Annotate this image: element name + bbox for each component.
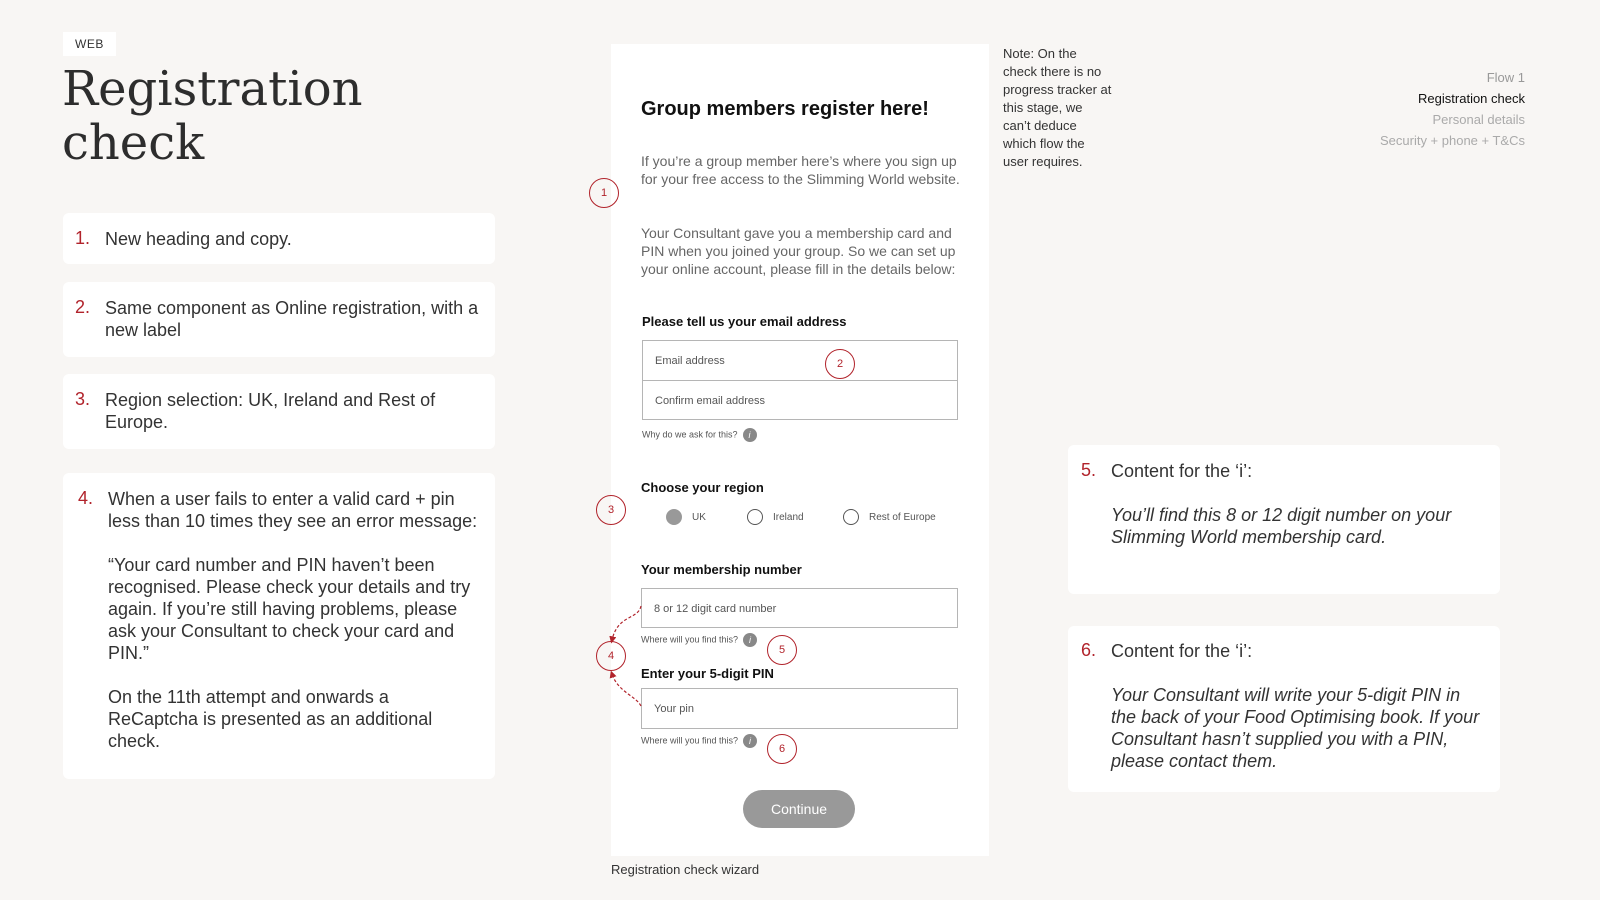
note-number: 6.: [1081, 640, 1097, 660]
pin-label: Enter your 5-digit PIN: [641, 666, 774, 681]
note-number: 5.: [1081, 460, 1097, 480]
radio-button[interactable]: [747, 509, 763, 525]
note-text: Region selection: UK, Ireland and Rest of Europe.: [105, 390, 436, 432]
note-card-5: [1068, 445, 1500, 594]
note-card-6: [1068, 626, 1500, 792]
note-text: Content for the ‘i’:: [1111, 461, 1253, 481]
note-text: New heading and copy.: [105, 229, 292, 249]
annotation-arrows: [600, 600, 650, 710]
region-option-label: Ireland: [773, 511, 804, 523]
note-number: 4.: [78, 488, 94, 508]
flow-step: Security + phone + T&Cs: [1379, 133, 1525, 148]
note-number: 1.: [75, 228, 91, 248]
annotation-marker-3: 3: [596, 495, 626, 525]
region-option-rest-of-europe[interactable]: [843, 509, 936, 525]
note-card-1: [63, 213, 495, 264]
info-icon[interactable]: i: [743, 633, 757, 647]
membership-label: Your membership number: [641, 562, 802, 577]
flow-title: Flow 1: [1486, 70, 1525, 85]
info-content-quote: Your Consultant will write your 5-digit PIN in the back of your Food Optimising book. If your Consultant hasn’t supplied you with a PIN, please contact them.: [1111, 685, 1480, 771]
annotation-marker-4: 4: [596, 641, 626, 671]
note-number: 2.: [75, 297, 91, 317]
flow-step-active: Registration check: [1418, 91, 1525, 106]
membership-number-input[interactable]: 8 or 12 digit card number: [641, 588, 958, 628]
annotation-marker-1: 1: [589, 178, 619, 208]
pin-helper-text: Where will you find this?: [641, 735, 739, 746]
email-label: Please tell us your email address: [642, 314, 847, 329]
membership-helper: [641, 633, 757, 647]
flow-step: Personal details: [1432, 112, 1525, 127]
pin-helper: [641, 734, 757, 748]
side-note: Note: On the check there is no progress tracker at this stage, we can’t deduce which flow the user requires.: [1003, 46, 1112, 169]
email-input[interactable]: Email address: [642, 340, 958, 381]
registration-form-panel: [611, 44, 989, 856]
radio-button-selected[interactable]: [666, 509, 682, 525]
form-heading: Group members register here!: [641, 98, 929, 120]
note-text: When a user fails to enter a valid card + pin less than 10 times they see an error message:: [108, 489, 478, 531]
membership-helper-text: Where will you find this?: [641, 634, 739, 645]
info-content-quote: You’ll find this 8 or 12 digit number on your Slimming World membership card.: [1111, 505, 1452, 547]
error-message-quote: “Your card number and PIN haven’t been recognised. Please check your details and try again. If you’re still having problems, please ask your Consultant to check your card and PIN.”: [108, 555, 471, 663]
info-icon[interactable]: i: [743, 428, 757, 442]
email-helper: [642, 428, 757, 442]
intro-copy-2: Your Consultant gave you a membership card and PIN when you joined your group. So we can set up your online account, please fill in the details below:: [641, 225, 956, 277]
intro-copy-1: If you’re a group member here’s where you sign up for your free access to the Slimming World website.: [641, 153, 960, 187]
region-label: Choose your region: [641, 480, 764, 495]
note-card-2: [63, 282, 495, 357]
note-card-4: [63, 473, 495, 779]
confirm-email-input[interactable]: Confirm email address: [642, 380, 958, 420]
platform-tag: WEB: [63, 32, 116, 56]
radio-button[interactable]: [843, 509, 859, 525]
page-title: Registration check: [62, 61, 363, 171]
region-option-uk[interactable]: [666, 509, 706, 525]
email-helper-text: Why do we ask for this?: [642, 429, 738, 440]
region-option-label: Rest of Europe: [869, 511, 936, 523]
annotation-marker-5: 5: [767, 635, 797, 665]
annotation-marker-6: 6: [767, 734, 797, 764]
continue-button[interactable]: Continue: [743, 790, 855, 828]
recaptcha-note: On the 11th attempt and onwards a ReCaptcha is presented as an additional check.: [108, 687, 433, 751]
pin-input[interactable]: Your pin: [641, 688, 958, 729]
wizard-caption: Registration check wizard: [611, 862, 760, 877]
note-text: Same component as Online registration, with a new label: [105, 298, 479, 340]
region-option-ireland[interactable]: [747, 509, 804, 525]
note-text: Content for the ‘i’:: [1111, 641, 1253, 661]
note-card-3: [63, 374, 495, 449]
region-option-label: UK: [692, 511, 706, 523]
info-icon[interactable]: i: [743, 734, 757, 748]
note-number: 3.: [75, 389, 91, 409]
flow-tracker: [1380, 67, 1525, 151]
annotation-marker-2: 2: [825, 349, 855, 379]
